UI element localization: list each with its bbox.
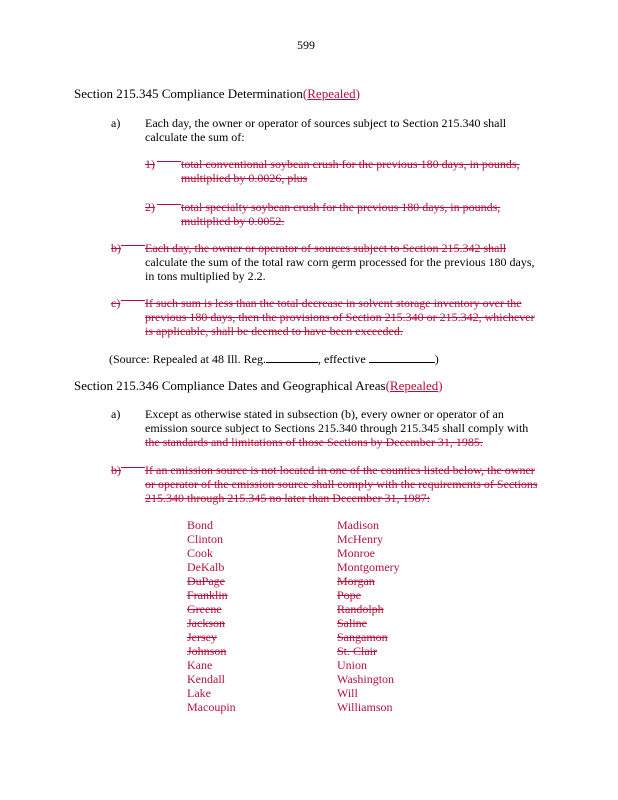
- section-345-title: Section 215.345 Compliance Determination: [74, 86, 303, 101]
- county-item: Macoupin: [187, 700, 236, 714]
- section-346-a-line1: Except as otherwise stated in subsection (b), every owner or operator of an: [145, 407, 504, 421]
- source-prefix: (Source: Repealed at 48 Ill. Reg.: [109, 352, 266, 366]
- section-345-source: [109, 351, 439, 366]
- section-345-a-label: a): [111, 116, 121, 130]
- section-345-a-item2-tab: [157, 200, 181, 214]
- section-345-a-item1-line2: multiplied by 0.0026, plus: [181, 171, 308, 185]
- county-item: Union: [337, 658, 367, 672]
- section-346-status-close: ): [438, 378, 443, 393]
- county-item: Greene: [187, 602, 222, 616]
- county-item: Lake: [187, 686, 211, 700]
- county-item: St. Clair: [337, 644, 378, 658]
- county-item: DeKalb: [187, 560, 225, 574]
- section-345-b-line2: calculate the sum of the total raw corn germ processed for the previous 180 days,: [145, 255, 535, 269]
- county-item: Clinton: [187, 532, 224, 546]
- county-item: Pope: [337, 588, 361, 602]
- section-345-a-line1: Each day, the owner or operator of sources subject to Section 215.340 shall: [145, 116, 507, 130]
- county-item: Madison: [337, 518, 379, 532]
- section-346-a-label: a): [111, 407, 121, 421]
- section-346-b-line2: or operator of the emission source shall comply with the requirements of Sections: [145, 477, 538, 491]
- section-346-b-label: b): [111, 463, 121, 477]
- section-345-b-line1: Each day, the owner or operator of sources subject to Section 215.342 shall: [145, 241, 507, 255]
- county-item: Kendall: [187, 672, 225, 686]
- section-346-status-open: (: [385, 378, 390, 393]
- county-item: Kane: [187, 658, 213, 672]
- section-345-b-line3: in tons multiplied by 2.2.: [145, 269, 266, 283]
- county-item: Jackson: [187, 616, 225, 630]
- county-item: Bond: [187, 518, 214, 532]
- source-effective-blank: [369, 351, 435, 363]
- section-345-status: Repealed: [307, 86, 356, 101]
- county-item: Morgan: [337, 574, 375, 588]
- county-item: Williamson: [337, 700, 393, 714]
- section-345-a-item2-line2: multiplied by 0.0052.: [181, 214, 285, 228]
- section-346-b-line1: If an emission source is not located in one of the counties listed below, the owner: [145, 463, 535, 477]
- county-item: Johnson: [187, 644, 227, 658]
- section-345-a-item1-label: 1): [145, 157, 155, 171]
- county-item: Jersey: [187, 630, 217, 644]
- county-item: Saline: [337, 616, 367, 630]
- county-item: Franklin: [187, 588, 228, 602]
- page-number: 599: [297, 38, 315, 52]
- section-346-status: Repealed: [389, 378, 439, 393]
- county-item: Cook: [187, 546, 214, 560]
- county-item: Monroe: [337, 546, 375, 560]
- county-item: McHenry: [337, 532, 383, 546]
- section-346-b-line3: 215.340 through 215.345 no later than December 31, 1987:: [145, 491, 430, 505]
- section-345-status-close: ): [355, 86, 360, 101]
- county-item: DuPage: [187, 574, 225, 588]
- section-345-b-tab: [121, 241, 145, 255]
- section-346-a-line3: the standards and limitations of those Sections by December 31, 1985.: [145, 435, 483, 449]
- section-346-b-tab: [121, 463, 145, 477]
- section-345-status-open: (: [302, 86, 308, 101]
- section-345-a-item2-label: 2): [145, 200, 155, 214]
- section-345-c-line1: If such sum is less than the total decrease in solvent storage inventory over the: [145, 296, 522, 310]
- county-item: Randolph: [337, 602, 384, 616]
- county-item: Will: [337, 686, 358, 700]
- section-345-a-line2: calculate the sum of:: [145, 130, 245, 144]
- source-suffix: ): [434, 352, 439, 366]
- section-346-title: Section 215.346 Compliance Dates and Geographical Areas: [74, 378, 386, 393]
- county-item: Washington: [337, 672, 395, 686]
- section-345-a-item2-line1: total specialty soybean crush for the previous 180 days, in pounds,: [181, 200, 501, 214]
- section-345-c-line2: previous 180 days, then the provisions of Section 215.340 or 215.342, whichever: [145, 310, 535, 324]
- section-346-a-line2: emission source subject to Sections 215.340 through 215.345 shall comply with: [145, 421, 529, 435]
- section-345-heading: [74, 87, 360, 101]
- source-reg-blank: [266, 351, 318, 363]
- section-346-heading: [74, 379, 443, 393]
- section-345-c-tab: [121, 296, 145, 310]
- section-345-c-line3: is applicable, shall be deemed to have been exceeded.: [145, 324, 403, 338]
- section-345-b-label: b): [111, 241, 121, 255]
- county-item: Sangamon: [337, 630, 388, 644]
- county-item: Montgomery: [337, 560, 400, 574]
- section-345-a-item1-line1: total conventional soybean crush for the previous 180 days, in pounds,: [181, 157, 520, 171]
- section-345-c-label: c): [111, 296, 121, 310]
- source-middle: , effective: [317, 352, 369, 366]
- section-345-a-item1-tab: [157, 157, 181, 171]
